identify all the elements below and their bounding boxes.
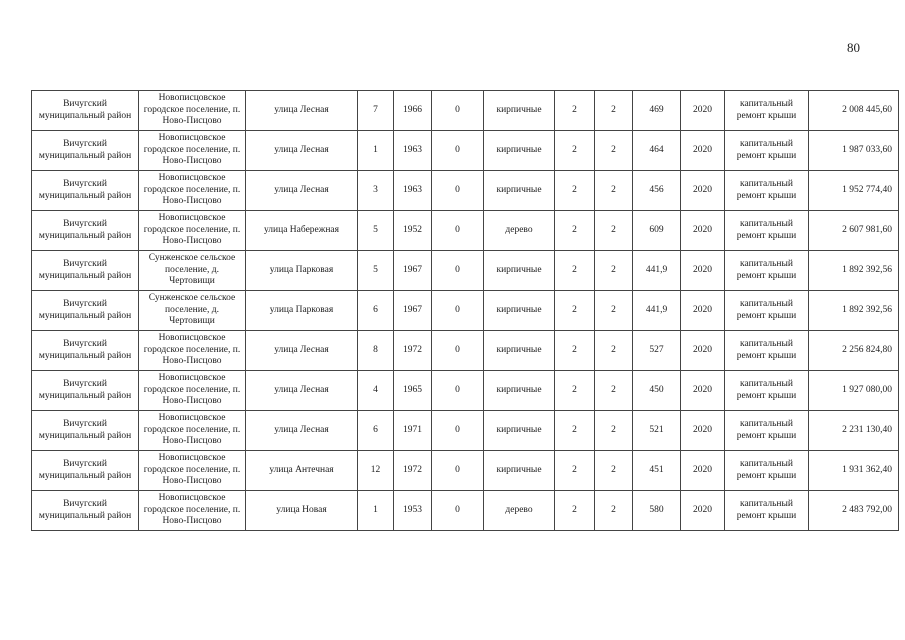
- street-cell: улица Антечная: [246, 451, 358, 491]
- entrances-cell: 2: [595, 331, 633, 371]
- work-type-cell: капитальный ремонт крыши: [725, 411, 809, 451]
- value-cell: 0: [432, 411, 484, 451]
- house-number-cell: 1: [358, 131, 394, 171]
- work-type-cell: капитальный ремонт крыши: [725, 251, 809, 291]
- cost-cell: 2 008 445,60: [809, 91, 899, 131]
- repair-year-cell: 2020: [681, 171, 725, 211]
- cost-cell: 2 607 981,60: [809, 211, 899, 251]
- floors-cell: 2: [555, 91, 595, 131]
- year-built-cell: 1952: [394, 211, 432, 251]
- year-built-cell: 1972: [394, 331, 432, 371]
- work-type-cell: капитальный ремонт крыши: [725, 91, 809, 131]
- cost-cell: 2 483 792,00: [809, 491, 899, 531]
- work-type-cell: капитальный ремонт крыши: [725, 131, 809, 171]
- house-number-cell: 3: [358, 171, 394, 211]
- cost-cell: 1 892 392,56: [809, 291, 899, 331]
- page-number: 80: [847, 40, 860, 55]
- area-cell: 464: [633, 131, 681, 171]
- repair-year-cell: 2020: [681, 211, 725, 251]
- house-number-cell: 5: [358, 251, 394, 291]
- area-cell: 527: [633, 331, 681, 371]
- entrances-cell: 2: [595, 171, 633, 211]
- value-cell: 0: [432, 491, 484, 531]
- cost-cell: 1 927 080,00: [809, 371, 899, 411]
- work-type-cell: капитальный ремонт крыши: [725, 291, 809, 331]
- house-number-cell: 7: [358, 91, 394, 131]
- settlement-cell: Новописцовское городское поселение, п. Ново-Писцово: [139, 371, 246, 411]
- area-cell: 580: [633, 491, 681, 531]
- wall-material-cell: кирпичные: [484, 371, 555, 411]
- table-row: [32, 291, 899, 331]
- table-row: [32, 491, 899, 531]
- entrances-cell: 2: [595, 251, 633, 291]
- work-type-cell: капитальный ремонт крыши: [725, 331, 809, 371]
- area-cell: 609: [633, 211, 681, 251]
- value-cell: 0: [432, 171, 484, 211]
- year-built-cell: 1966: [394, 91, 432, 131]
- house-number-cell: 4: [358, 371, 394, 411]
- wall-material-cell: кирпичные: [484, 331, 555, 371]
- entrances-cell: 2: [595, 491, 633, 531]
- house-number-cell: 6: [358, 411, 394, 451]
- value-cell: 0: [432, 451, 484, 491]
- table-body: [32, 91, 899, 531]
- floors-cell: 2: [555, 131, 595, 171]
- repair-year-cell: 2020: [681, 91, 725, 131]
- repair-year-cell: 2020: [681, 331, 725, 371]
- year-built-cell: 1967: [394, 251, 432, 291]
- settlement-cell: Новописцовское городское поселение, п. Ново-Писцово: [139, 171, 246, 211]
- area-cell: 469: [633, 91, 681, 131]
- house-number-cell: 6: [358, 291, 394, 331]
- entrances-cell: 2: [595, 91, 633, 131]
- cost-cell: 1 987 033,60: [809, 131, 899, 171]
- work-type-cell: капитальный ремонт крыши: [725, 491, 809, 531]
- table-row: [32, 451, 899, 491]
- wall-material-cell: дерево: [484, 211, 555, 251]
- wall-material-cell: кирпичные: [484, 171, 555, 211]
- entrances-cell: 2: [595, 211, 633, 251]
- street-cell: улица Лесная: [246, 171, 358, 211]
- table-row: [32, 211, 899, 251]
- district-cell: Вичугский муниципальный район: [32, 251, 139, 291]
- repair-year-cell: 2020: [681, 251, 725, 291]
- repair-year-cell: 2020: [681, 411, 725, 451]
- street-cell: улица Лесная: [246, 331, 358, 371]
- district-cell: Вичугский муниципальный район: [32, 331, 139, 371]
- district-cell: Вичугский муниципальный район: [32, 291, 139, 331]
- settlement-cell: Сунженское сельское поселение, д. Чертовищи: [139, 291, 246, 331]
- area-cell: 521: [633, 411, 681, 451]
- district-cell: Вичугский муниципальный район: [32, 371, 139, 411]
- year-built-cell: 1967: [394, 291, 432, 331]
- value-cell: 0: [432, 211, 484, 251]
- wall-material-cell: дерево: [484, 491, 555, 531]
- table-row: [32, 171, 899, 211]
- value-cell: 0: [432, 291, 484, 331]
- street-cell: улица Лесная: [246, 91, 358, 131]
- cost-cell: 1 952 774,40: [809, 171, 899, 211]
- entrances-cell: 2: [595, 371, 633, 411]
- repair-year-cell: 2020: [681, 491, 725, 531]
- repair-year-cell: 2020: [681, 371, 725, 411]
- district-cell: Вичугский муниципальный район: [32, 131, 139, 171]
- repair-year-cell: 2020: [681, 291, 725, 331]
- wall-material-cell: кирпичные: [484, 91, 555, 131]
- year-built-cell: 1963: [394, 131, 432, 171]
- wall-material-cell: кирпичные: [484, 291, 555, 331]
- table-row: [32, 251, 899, 291]
- work-type-cell: капитальный ремонт крыши: [725, 371, 809, 411]
- table-row: [32, 411, 899, 451]
- cost-cell: 2 256 824,80: [809, 331, 899, 371]
- settlement-cell: Сунженское сельское поселение, д. Чертовищи: [139, 251, 246, 291]
- district-cell: Вичугский муниципальный район: [32, 491, 139, 531]
- table-row: [32, 371, 899, 411]
- floors-cell: 2: [555, 451, 595, 491]
- entrances-cell: 2: [595, 131, 633, 171]
- entrances-cell: 2: [595, 411, 633, 451]
- value-cell: 0: [432, 251, 484, 291]
- area-cell: 441,9: [633, 291, 681, 331]
- district-cell: Вичугский муниципальный район: [32, 411, 139, 451]
- district-cell: Вичугский муниципальный район: [32, 91, 139, 131]
- settlement-cell: Новописцовское городское поселение, п. Ново-Писцово: [139, 331, 246, 371]
- table-row: [32, 91, 899, 131]
- street-cell: улица Лесная: [246, 411, 358, 451]
- house-number-cell: 8: [358, 331, 394, 371]
- table-row: [32, 331, 899, 371]
- floors-cell: 2: [555, 491, 595, 531]
- area-cell: 450: [633, 371, 681, 411]
- street-cell: улица Набережная: [246, 211, 358, 251]
- wall-material-cell: кирпичные: [484, 451, 555, 491]
- wall-material-cell: кирпичные: [484, 131, 555, 171]
- street-cell: улица Лесная: [246, 131, 358, 171]
- value-cell: 0: [432, 131, 484, 171]
- value-cell: 0: [432, 371, 484, 411]
- floors-cell: 2: [555, 371, 595, 411]
- settlement-cell: Новописцовское городское поселение, п. Ново-Писцово: [139, 451, 246, 491]
- work-type-cell: капитальный ремонт крыши: [725, 171, 809, 211]
- cost-cell: 1 892 392,56: [809, 251, 899, 291]
- street-cell: улица Парковая: [246, 291, 358, 331]
- floors-cell: 2: [555, 411, 595, 451]
- year-built-cell: 1963: [394, 171, 432, 211]
- settlement-cell: Новописцовское городское поселение, п. Ново-Писцово: [139, 491, 246, 531]
- year-built-cell: 1965: [394, 371, 432, 411]
- floors-cell: 2: [555, 251, 595, 291]
- year-built-cell: 1953: [394, 491, 432, 531]
- repair-year-cell: 2020: [681, 131, 725, 171]
- year-built-cell: 1971: [394, 411, 432, 451]
- wall-material-cell: кирпичные: [484, 251, 555, 291]
- settlement-cell: Новописцовское городское поселение, п. Ново-Писцово: [139, 411, 246, 451]
- house-number-cell: 12: [358, 451, 394, 491]
- housing-repair-table: [31, 90, 899, 531]
- district-cell: Вичугский муниципальный район: [32, 171, 139, 211]
- settlement-cell: Новописцовское городское поселение, п. Ново-Писцово: [139, 211, 246, 251]
- street-cell: улица Парковая: [246, 251, 358, 291]
- street-cell: улица Новая: [246, 491, 358, 531]
- house-number-cell: 1: [358, 491, 394, 531]
- floors-cell: 2: [555, 171, 595, 211]
- entrances-cell: 2: [595, 291, 633, 331]
- entrances-cell: 2: [595, 451, 633, 491]
- cost-cell: 1 931 362,40: [809, 451, 899, 491]
- floors-cell: 2: [555, 291, 595, 331]
- settlement-cell: Новописцовское городское поселение, п. Ново-Писцово: [139, 131, 246, 171]
- repair-year-cell: 2020: [681, 451, 725, 491]
- street-cell: улица Лесная: [246, 371, 358, 411]
- table-row: [32, 131, 899, 171]
- floors-cell: 2: [555, 331, 595, 371]
- wall-material-cell: кирпичные: [484, 411, 555, 451]
- house-number-cell: 5: [358, 211, 394, 251]
- cost-cell: 2 231 130,40: [809, 411, 899, 451]
- floors-cell: 2: [555, 211, 595, 251]
- area-cell: 456: [633, 171, 681, 211]
- area-cell: 451: [633, 451, 681, 491]
- settlement-cell: Новописцовское городское поселение, п. Ново-Писцово: [139, 91, 246, 131]
- work-type-cell: капитальный ремонт крыши: [725, 211, 809, 251]
- district-cell: Вичугский муниципальный район: [32, 451, 139, 491]
- area-cell: 441,9: [633, 251, 681, 291]
- value-cell: 0: [432, 91, 484, 131]
- year-built-cell: 1972: [394, 451, 432, 491]
- value-cell: 0: [432, 331, 484, 371]
- work-type-cell: капитальный ремонт крыши: [725, 451, 809, 491]
- district-cell: Вичугский муниципальный район: [32, 211, 139, 251]
